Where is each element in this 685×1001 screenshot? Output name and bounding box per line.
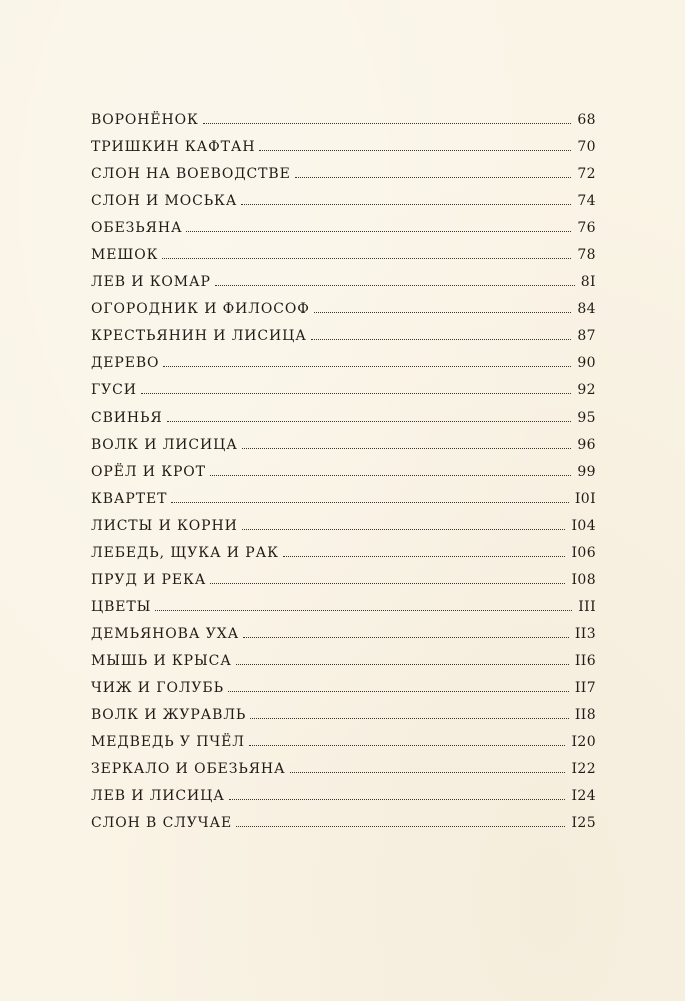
- toc-entry-page-number: I04: [571, 517, 596, 534]
- toc-entry-page-number: 96: [577, 436, 596, 453]
- toc-entry-title: МЫШЬ И КРЫСА: [91, 652, 232, 669]
- toc-entry: [91, 437, 596, 464]
- toc-entry: [91, 815, 596, 842]
- toc-entry-title: ОГОРОДНИК И ФИЛОСОФ: [91, 301, 310, 318]
- toc-entry-page-number: 78: [577, 247, 596, 264]
- toc-entry: [91, 382, 596, 409]
- dot-leader: [155, 610, 572, 611]
- dot-leader: [210, 583, 565, 584]
- dot-leader: [141, 393, 571, 394]
- dot-leader: [259, 150, 571, 151]
- toc-entry-title: КВАРТЕТ: [91, 490, 168, 507]
- dot-leader: [215, 285, 575, 286]
- dot-leader: [228, 691, 569, 692]
- toc-entry: [91, 599, 596, 626]
- dot-leader: [311, 339, 572, 340]
- toc-entry: [91, 545, 596, 572]
- toc-entry: [91, 788, 596, 815]
- toc-entry-title: КРЕСТЬЯНИН И ЛИСИЦА: [91, 328, 307, 345]
- toc-entry-page-number: I20: [571, 734, 596, 751]
- toc-entry: [91, 734, 596, 761]
- toc-entry-page-number: II7: [574, 679, 596, 696]
- toc-entry-title: СЛОН В СЛУЧАЕ: [91, 815, 233, 832]
- toc-entry: [91, 355, 596, 382]
- toc-entry-title: ОБЕЗЬЯНА: [91, 220, 183, 237]
- toc-entry: [91, 680, 596, 707]
- toc-entry-page-number: III: [578, 598, 596, 615]
- toc-entry-title: ЦВЕТЫ: [91, 598, 152, 615]
- toc-entry-title: ЛЕВ И ЛИСИЦА: [91, 788, 225, 805]
- toc-entry-page-number: II6: [574, 652, 596, 669]
- dot-leader: [242, 529, 566, 530]
- toc-entry: [91, 572, 596, 599]
- toc-entry-title: СЛОН НА ВОЕВОДСТВЕ: [91, 166, 291, 183]
- dot-leader: [249, 745, 566, 746]
- toc-entry-title: ЛЕВ И КОМАР: [91, 274, 211, 291]
- dot-leader: [243, 637, 569, 638]
- toc-entry: [91, 274, 596, 301]
- toc-entry-title: ЛИСТЫ И КОРНИ: [91, 517, 238, 534]
- toc-entry-page-number: I22: [571, 761, 596, 778]
- toc-entry: [91, 328, 596, 355]
- toc-entry-title: МЕДВЕДЬ У ПЧЁЛ: [91, 734, 245, 751]
- toc-entry-page-number: 8I: [580, 274, 596, 291]
- toc-entry-page-number: 68: [577, 112, 596, 128]
- toc-entry: [91, 464, 596, 491]
- dot-leader: [210, 475, 571, 476]
- toc-entry: [91, 112, 596, 139]
- dot-leader: [186, 231, 571, 232]
- toc-entry-page-number: 84: [577, 301, 596, 318]
- dot-leader: [314, 312, 572, 313]
- toc-entry-title: ЛЕБЕДЬ, ЩУКА И РАК: [91, 544, 279, 561]
- dot-leader: [290, 772, 566, 773]
- toc-entry-page-number: 72: [577, 166, 596, 183]
- toc-entry-title: ОРЁЛ И КРОТ: [91, 463, 206, 480]
- dot-leader: [283, 556, 566, 557]
- toc-entry-page-number: 74: [577, 193, 596, 210]
- toc-entry-page-number: I25: [571, 815, 596, 832]
- toc-entry: [91, 653, 596, 680]
- toc-entry-title: ВОЛК И ЖУРАВЛЬ: [91, 707, 247, 724]
- toc-entry: [91, 518, 596, 545]
- toc-entry-title: ЧИЖ И ГОЛУБЬ: [91, 679, 224, 696]
- toc-entry-title: СВИНЬЯ: [91, 409, 163, 426]
- dot-leader: [162, 258, 571, 259]
- toc-entry-title: МЕШОК: [91, 247, 159, 264]
- dot-leader: [163, 366, 571, 367]
- toc-entry-page-number: 95: [577, 409, 596, 426]
- toc-entry-page-number: I24: [571, 788, 596, 805]
- dot-leader: [236, 664, 569, 665]
- toc-entry: [91, 166, 596, 193]
- dot-leader: [241, 204, 571, 205]
- toc-entry: [91, 761, 596, 788]
- dot-leader: [167, 421, 572, 422]
- dot-leader: [236, 826, 565, 827]
- toc-entry-page-number: II8: [574, 707, 596, 724]
- toc-entry-title: ТРИШКИН КАФТАН: [91, 139, 256, 156]
- dot-leader: [295, 177, 572, 178]
- dot-leader: [229, 799, 566, 800]
- toc-entry: [91, 626, 596, 653]
- toc-entry-page-number: 76: [577, 220, 596, 237]
- toc-entry: [91, 247, 596, 274]
- toc-entry-page-number: II3: [574, 625, 596, 642]
- toc-entry-title: ДЕМЬЯНОВА УХА: [91, 625, 240, 642]
- toc-entry-title: ВОРОНЁНОК: [91, 112, 199, 128]
- dot-leader: [171, 502, 568, 503]
- toc-entry-page-number: 87: [577, 328, 596, 345]
- toc-entry: [91, 491, 596, 518]
- toc-entry: [91, 220, 596, 247]
- toc-entry-title: СЛОН И МОСЬКА: [91, 193, 238, 210]
- toc-entry-title: ПРУД И РЕКА: [91, 571, 207, 588]
- toc-entry: [91, 410, 596, 437]
- toc-entry-page-number: I06: [571, 544, 596, 561]
- toc-entry-page-number: 92: [577, 382, 596, 399]
- toc-entry-page-number: 90: [577, 355, 596, 372]
- table-of-contents: [91, 112, 596, 842]
- toc-entry-title: ВОЛК И ЛИСИЦА: [91, 436, 238, 453]
- toc-entry-page-number: I0I: [574, 490, 596, 507]
- toc-entry: [91, 139, 596, 166]
- dot-leader: [203, 123, 572, 124]
- toc-entry: [91, 707, 596, 734]
- toc-entry-page-number: I08: [571, 571, 596, 588]
- toc-entry-title: ГУСИ: [91, 382, 137, 399]
- toc-entry-title: ДЕРЕВО: [91, 355, 160, 372]
- toc-entry-page-number: 99: [577, 463, 596, 480]
- toc-entry-title: ЗЕРКАЛО И ОБЕЗЬЯНА: [91, 761, 286, 778]
- dot-leader: [250, 718, 569, 719]
- dot-leader: [242, 448, 572, 449]
- toc-entry-page-number: 70: [577, 139, 596, 156]
- toc-entry: [91, 301, 596, 328]
- toc-entry: [91, 193, 596, 220]
